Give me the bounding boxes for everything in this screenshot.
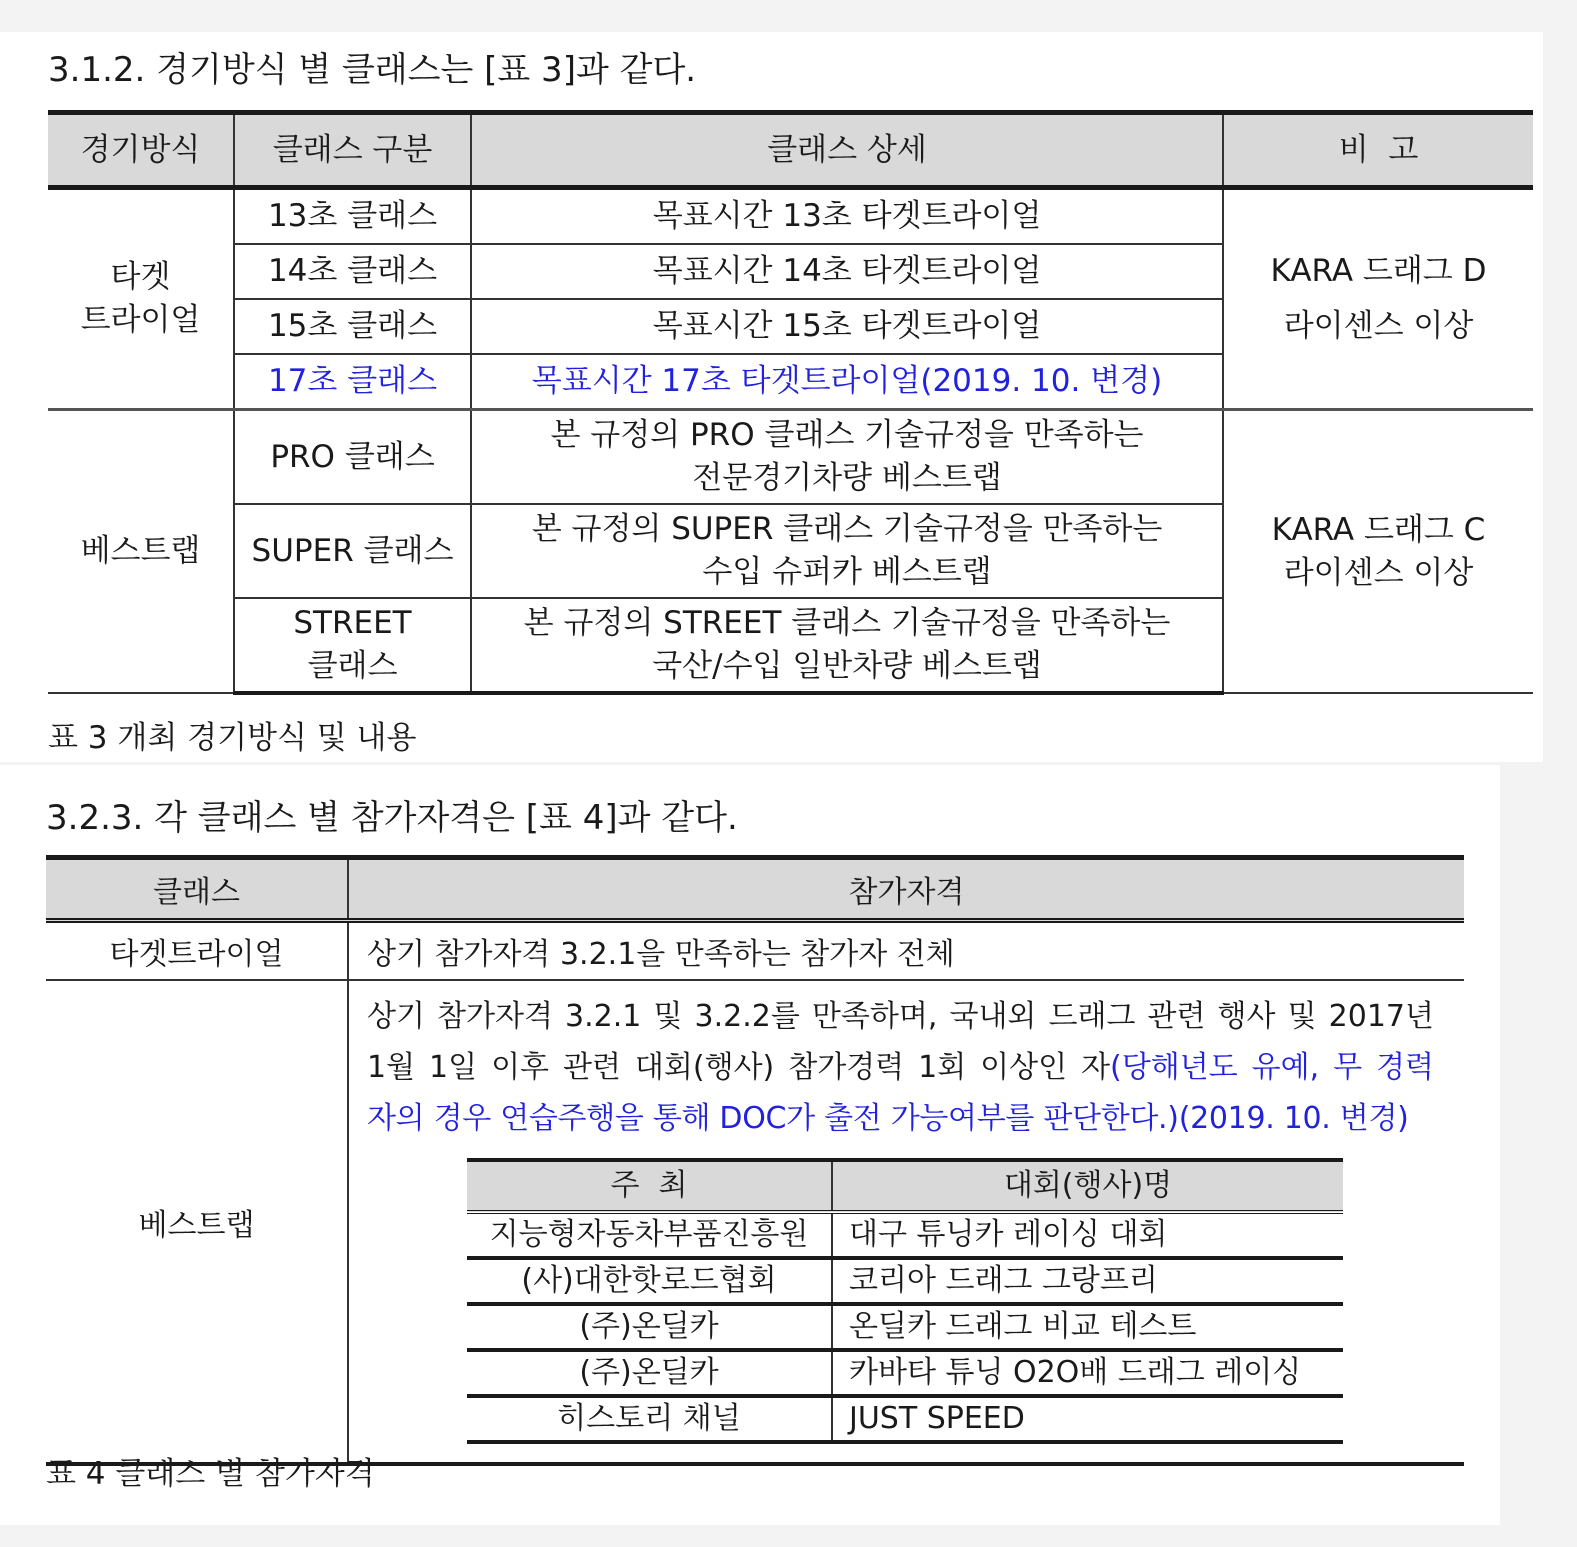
table-3-competition-classes bbox=[48, 110, 1533, 695]
qualification-line: 상기 참가자격 3.2.1 및 3.2.2를 만족하며, 국내외 드래그 관련 행사 및 2017년 bbox=[367, 999, 1434, 1034]
header-detail: 클래스 상세 bbox=[471, 113, 1223, 188]
header-note: 비 고 bbox=[1223, 113, 1533, 188]
table-4-caption: 표 4 클래스 별 참가자격 bbox=[46, 1456, 375, 1492]
detail-line: 본 규정의 PRO 클래스 기술규정을 만족하는 bbox=[550, 417, 1144, 453]
method-line: 트라이얼 bbox=[80, 302, 201, 338]
table-row bbox=[46, 980, 1464, 1464]
detail-cell: 목표시간 15초 타겟트라이얼 bbox=[471, 299, 1223, 354]
event-cell: JUST SPEED bbox=[832, 1396, 1343, 1442]
qualification-note: (당해년도 유예, 무 경력 bbox=[1110, 1050, 1435, 1085]
table-row bbox=[467, 1350, 1343, 1396]
qualification-cell: 상기 참가자격 3.2.1을 만족하는 참가자 전체 bbox=[348, 921, 1464, 981]
qualification-note-line: 자의 경우 연습주행을 통해 DOC가 출전 가능여부를 판단한다.)(2019. 10. 변경) bbox=[367, 1101, 1409, 1136]
qualification-text: 1월 1일 이후 관련 대회(행사) 참가경력 1회 이상인 자 bbox=[367, 1050, 1111, 1085]
detail-cell: 목표시간 13초 타겟트라이얼 bbox=[471, 188, 1223, 245]
organizer-table bbox=[467, 1158, 1343, 1444]
header-class: 클래스 구분 bbox=[234, 113, 471, 188]
header-class: 클래스 bbox=[46, 858, 348, 921]
class-line: 클래스 bbox=[307, 648, 398, 684]
table-row bbox=[48, 188, 1533, 245]
note-line: KARA 드래그 D bbox=[1270, 253, 1487, 289]
table-row bbox=[467, 1304, 1343, 1350]
qualification-paragraph bbox=[367, 981, 1446, 1150]
table-row bbox=[467, 1396, 1343, 1442]
table-4-eligibility bbox=[46, 855, 1464, 1466]
method-target-trial bbox=[48, 188, 234, 410]
detail-line: 본 규정의 SUPER 클래스 기술규정을 만족하는 bbox=[531, 511, 1163, 547]
event-cell: 대구 튜닝카 레이싱 대회 bbox=[832, 1212, 1343, 1258]
class-line: STREET bbox=[293, 605, 412, 641]
note-line: 라이센스 이상 bbox=[1283, 554, 1474, 591]
class-line: PRO 클래스 bbox=[270, 438, 435, 475]
note-license-d bbox=[1223, 188, 1533, 410]
detail-cell bbox=[471, 598, 1223, 693]
class-cell: 13초 클래스 bbox=[234, 188, 471, 245]
detail-line: 국산/수입 일반차량 베스트랩 bbox=[652, 648, 1042, 684]
organizer-table-wrapper bbox=[367, 1150, 1446, 1462]
event-cell: 온딜카 드래그 비교 테스트 bbox=[832, 1304, 1343, 1350]
table-row bbox=[48, 410, 1533, 505]
class-cell: 14초 클래스 bbox=[234, 244, 471, 299]
class-cell bbox=[234, 410, 471, 505]
header-qualification: 참가자격 bbox=[348, 858, 1464, 921]
table-row bbox=[467, 1258, 1343, 1304]
class-cell: 베스트랩 bbox=[46, 980, 348, 1464]
detail-line: 전문경기차량 베스트랩 bbox=[692, 460, 1002, 496]
table-header-row bbox=[48, 113, 1533, 188]
table-row bbox=[467, 1212, 1343, 1258]
host-cell: 히스토리 채널 bbox=[467, 1396, 832, 1442]
detail-line: 본 규정의 STREET 클래스 기술규정을 만족하는 bbox=[523, 605, 1171, 641]
detail-cell bbox=[471, 410, 1223, 505]
class-cell: 타겟트라이얼 bbox=[46, 921, 348, 981]
detail-line: 수입 슈퍼카 베스트랩 bbox=[702, 554, 992, 590]
class-cell-changed: 17초 클래스 bbox=[234, 354, 471, 410]
event-cell: 카바타 튜닝 O2O배 드래그 레이싱 bbox=[832, 1350, 1343, 1396]
class-cell bbox=[234, 504, 471, 598]
host-cell: (주)온딜카 bbox=[467, 1304, 832, 1350]
qualification-cell bbox=[348, 980, 1464, 1464]
table-header-row bbox=[467, 1160, 1343, 1212]
header-host: 주 최 bbox=[467, 1160, 832, 1212]
host-cell: (사)대한핫로드협회 bbox=[467, 1258, 832, 1304]
note-license-c bbox=[1223, 410, 1533, 694]
host-cell: (주)온딜카 bbox=[467, 1350, 832, 1396]
note-line: 라이센스 이상 bbox=[1283, 308, 1474, 344]
header-method: 경기방식 bbox=[48, 113, 234, 188]
section-312-heading: 3.1.2. 경기방식 별 클래스는 [표 3]과 같다. bbox=[48, 50, 697, 90]
class-cell: 15초 클래스 bbox=[234, 299, 471, 354]
section-323-heading: 3.2.3. 각 클래스 별 참가자격은 [표 4]과 같다. bbox=[46, 798, 738, 838]
table-3-caption: 표 3 개최 경기방식 및 내용 bbox=[48, 720, 417, 756]
host-cell: 지능형자동차부품진흥원 bbox=[467, 1212, 832, 1258]
table-header-row bbox=[46, 858, 1464, 921]
detail-cell: 목표시간 14초 타겟트라이얼 bbox=[471, 244, 1223, 299]
detail-cell-changed: 목표시간 17초 타겟트라이얼(2019. 10. 변경) bbox=[471, 354, 1223, 410]
method-line: 타겟 bbox=[110, 259, 171, 295]
header-event: 대회(행사)명 bbox=[832, 1160, 1343, 1212]
class-line: SUPER 클래스 bbox=[251, 532, 454, 569]
table-row bbox=[46, 921, 1464, 981]
method-best-lap: 베스트랩 bbox=[48, 410, 234, 694]
note-line: KARA 드래그 C bbox=[1271, 511, 1486, 548]
class-cell bbox=[234, 598, 471, 693]
detail-cell bbox=[471, 504, 1223, 598]
event-cell: 코리아 드래그 그랑프리 bbox=[832, 1258, 1343, 1304]
qualification-line bbox=[367, 1042, 1434, 1093]
